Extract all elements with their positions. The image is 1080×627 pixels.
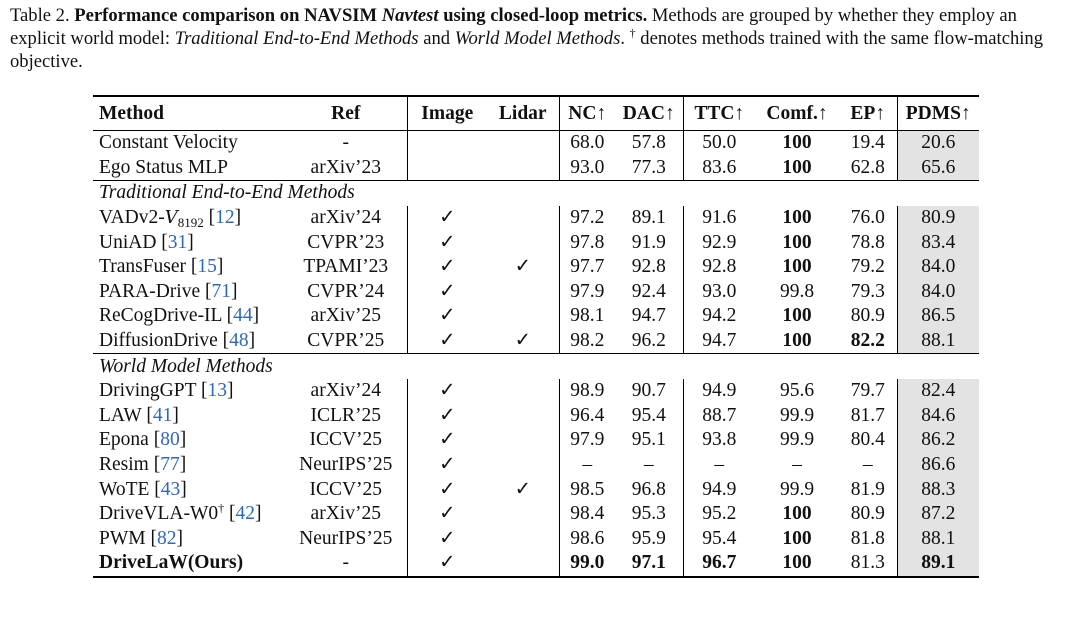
caption-text-a: Methods are grouped by whether they employ an explicit world model: (10, 5, 1017, 49)
method-cell: PWM [82] (99, 527, 183, 549)
comf-cell: 100 (755, 551, 839, 577)
dac-cell: 57.8 (615, 131, 683, 156)
citation-link[interactable]: 15 (197, 256, 217, 278)
header-comf: Comf.↑ (755, 96, 839, 131)
ttc-cell: – (714, 454, 725, 476)
caption-text-and: and (423, 28, 451, 49)
image-check-cell: ✓ (439, 207, 456, 229)
pdms-cell: 86.6 (897, 453, 979, 478)
table-caption: Table 2. Performance comparison on NAVSIM Navtest using closed-loop metrics. Methods are grouped by whether they employ an explicit world model: Traditional End-to-End Methods and World Model Methods. † denotes methods trained with the same flow-matching objective. (10, 5, 1044, 72)
dac-cell: 89.1 (615, 206, 683, 231)
method-name: UniAD (99, 231, 157, 253)
method-cell: TransFuser [15] (99, 256, 224, 278)
dac-cell: 96.2 (615, 329, 683, 354)
ep-cell: 81.8 (839, 527, 897, 552)
pdms-cell: 80.9 (897, 206, 979, 231)
nc-cell: 98.2 (570, 330, 605, 352)
comf-cell: 99.9 (779, 404, 815, 426)
ttc-cell: 95.2 (702, 503, 737, 525)
header-pdms: PDMS↑ (897, 96, 979, 131)
method-math-symbol: V (164, 207, 178, 229)
citation-link[interactable]: 41 (152, 404, 173, 426)
comf-cell: 100 (782, 132, 812, 154)
dac-cell: 77.3 (615, 156, 683, 181)
ep-cell: 78.8 (839, 230, 897, 255)
ref-cell: - (285, 131, 407, 156)
method-name: DiffusionDrive (99, 330, 218, 352)
comf-cell: 100 (782, 305, 812, 327)
method-cell: UniAD [31] (99, 231, 194, 253)
image-check-cell: ✓ (439, 404, 456, 426)
caption-title-c: using closed-loop metrics. (443, 5, 648, 26)
ep-cell: 79.7 (839, 379, 897, 404)
header-ep: EP↑ (839, 96, 897, 131)
method-dagger: † (218, 501, 225, 516)
method-name: TransFuser (99, 256, 187, 278)
dac-cell: 95.9 (615, 527, 683, 552)
pdms-cell: 86.5 (897, 304, 979, 329)
method-name: PARA-Drive (99, 280, 201, 302)
image-check-cell: ✓ (439, 305, 456, 327)
caption-group-b: World Model Methods (454, 28, 621, 49)
dac-cell: 95.1 (615, 428, 683, 453)
ref-cell: CVPR’23 (285, 230, 407, 255)
method-name: WoTE (99, 478, 150, 500)
image-check-cell (407, 156, 487, 181)
ep-cell: 79.3 (839, 280, 897, 305)
lidar-check-cell (487, 304, 559, 329)
dac-cell: 95.3 (615, 502, 683, 527)
pdms-cell: 89.1 (897, 551, 979, 577)
ep-cell: 82.2 (839, 329, 897, 354)
table-row (93, 255, 979, 280)
image-check-cell: ✓ (407, 551, 487, 577)
table-row (93, 329, 979, 354)
comf-cell: 100 (782, 156, 812, 178)
dac-cell: 90.7 (615, 379, 683, 404)
method-cell: Epona [80] (99, 429, 187, 451)
nc-cell: 98.9 (570, 380, 605, 402)
ref-cell: arXiv’24 (285, 206, 407, 231)
caption-dagger: † (629, 26, 636, 40)
pdms-cell: 20.6 (897, 131, 979, 156)
citation-link[interactable]: 80 (160, 429, 180, 451)
citation-link[interactable]: 82 (156, 527, 177, 549)
method-name: VADv2- (99, 207, 165, 229)
ttc-cell: 96.7 (683, 551, 755, 577)
citation-link[interactable]: 43 (160, 478, 181, 500)
method-subscript: 8192 (177, 215, 204, 231)
method-cell: DriveVLA-W0† [42] (99, 501, 262, 525)
group-title-row (93, 181, 979, 206)
table-row (93, 280, 979, 305)
lidar-check-cell: ✓ (487, 255, 559, 280)
comf-cell: 100 (782, 503, 812, 525)
ttc-cell: 88.7 (702, 404, 737, 426)
group-title: World Model Methods (93, 354, 979, 379)
ref-cell: arXiv’24 (285, 379, 407, 404)
ttc-cell: 50.0 (702, 132, 737, 154)
lidar-check-cell: ✓ (487, 329, 559, 354)
caption-label: Table 2. (10, 5, 70, 26)
lidar-check-cell: ✓ (487, 477, 559, 502)
lidar-check-cell (487, 131, 559, 156)
ep-cell: 76.0 (839, 206, 897, 231)
table-row (93, 230, 979, 255)
image-check-cell: ✓ (439, 429, 456, 451)
citation-link[interactable]: 44 (233, 305, 253, 327)
ep-cell: 80.9 (839, 304, 897, 329)
method-cell: LAW [41] (99, 404, 179, 426)
ep-cell: 80.4 (839, 428, 897, 453)
table-row (93, 404, 979, 429)
ref-cell: NeurIPS’25 (285, 453, 407, 478)
nc-cell: 98.1 (570, 305, 605, 327)
ttc-cell: 92.9 (702, 231, 737, 253)
nc-cell: 97.2 (570, 207, 605, 229)
comf-cell: 100 (782, 330, 812, 352)
pdms-cell: 84.0 (897, 255, 979, 280)
group-title: Traditional End-to-End Methods (93, 181, 979, 206)
group-title-row (93, 354, 979, 379)
pdms-cell: 84.6 (897, 404, 979, 429)
ttc-cell: 91.6 (702, 207, 737, 229)
ttc-cell: 94.7 (702, 330, 737, 352)
citation-link[interactable]: 42 (235, 503, 255, 525)
image-check-cell: ✓ (439, 256, 456, 278)
lidar-check-cell (487, 156, 559, 181)
lidar-check-cell (487, 502, 559, 527)
method-cell (93, 551, 285, 577)
ref-cell: arXiv’25 (285, 304, 407, 329)
nc-cell: 97.9 (570, 280, 605, 302)
table-row (93, 156, 979, 181)
nc-cell: – (582, 454, 593, 476)
image-check-cell: ✓ (439, 280, 456, 302)
comf-cell: 100 (782, 207, 812, 229)
method-name: LAW (99, 404, 142, 426)
lidar-check-cell (487, 453, 559, 478)
dac-cell: 91.9 (615, 230, 683, 255)
method-cell: DrivingGPT [13] (99, 380, 234, 402)
comf-cell: 100 (782, 231, 812, 253)
table-row (93, 477, 979, 502)
ttc-cell: 92.8 (702, 256, 737, 278)
method-name: Resim (99, 454, 149, 476)
method-name: DriveVLA-W0 (99, 503, 219, 525)
header-image: Image (407, 96, 487, 131)
ref-cell: arXiv’23 (285, 156, 407, 181)
ttc-cell: 93.0 (702, 280, 737, 302)
citation-link[interactable]: 31 (167, 231, 188, 253)
ref-cell: ICCV’25 (285, 477, 407, 502)
pdms-cell: 87.2 (897, 502, 979, 527)
lidar-check-cell (487, 206, 559, 231)
nc-cell: 98.6 (570, 527, 605, 549)
lidar-check-cell (487, 379, 559, 404)
ref-cell: arXiv’25 (285, 502, 407, 527)
table-row (93, 131, 979, 156)
ttc-cell: 94.9 (702, 478, 737, 500)
ttc-cell: 94.2 (702, 305, 737, 327)
method-name: ReCogDrive-IL (99, 305, 222, 327)
nc-cell: 99.0 (559, 551, 615, 577)
nc-cell: 98.5 (570, 478, 605, 500)
method-cell: WoTE [43] (99, 478, 187, 500)
ep-cell: 81.3 (839, 551, 897, 577)
pdms-cell: 65.6 (897, 156, 979, 181)
citation-link[interactable]: 13 (207, 380, 228, 402)
pdms-cell: 88.3 (897, 477, 979, 502)
lidar-check-cell (487, 428, 559, 453)
method-cell: ReCogDrive-IL [44] (99, 305, 260, 327)
method-cell (93, 131, 285, 156)
table-row (93, 428, 979, 453)
method-name: PWM (99, 527, 146, 549)
ttc-cell: 94.9 (702, 380, 737, 402)
nc-cell: 98.4 (570, 503, 605, 525)
comf-cell: 95.6 (779, 380, 815, 402)
lidar-check-cell (487, 551, 559, 577)
method-cell: Resim [77] (99, 454, 187, 476)
nc-cell: 97.7 (570, 256, 605, 278)
nc-cell: 97.9 (570, 429, 605, 451)
pdms-cell: 86.2 (897, 428, 979, 453)
ep-cell: 19.4 (839, 131, 897, 156)
citation-link[interactable]: 12 (215, 207, 235, 229)
table-row (93, 379, 979, 404)
method-cell: PARA-Drive [71] (99, 280, 238, 302)
image-check-cell: ✓ (439, 231, 456, 253)
ref-cell: CVPR’24 (285, 280, 407, 305)
method-name: Constant Velocity (99, 132, 238, 154)
pdms-cell: 82.4 (897, 379, 979, 404)
caption-text-b: denotes methods trained with the same flow-matching objective. (10, 28, 1044, 72)
lidar-check-cell (487, 404, 559, 429)
caption-title-b: Navtest (381, 5, 439, 26)
performance-table (93, 95, 979, 578)
ep-cell: 62.8 (839, 156, 897, 181)
method-cell (93, 156, 285, 181)
ttc-cell: 83.6 (702, 156, 737, 178)
table-row (93, 304, 979, 329)
ref-cell: ICCV’25 (285, 428, 407, 453)
comf-cell: 99.8 (779, 280, 815, 302)
dac-cell: 95.4 (615, 404, 683, 429)
ep-cell: 79.2 (839, 255, 897, 280)
dac-cell: 97.1 (615, 551, 683, 577)
method-name: Epona (99, 429, 149, 451)
image-check-cell: ✓ (439, 454, 456, 476)
caption-group-a: Traditional End-to-End Methods (174, 28, 419, 49)
image-check-cell: ✓ (439, 380, 456, 402)
image-check-cell (407, 131, 487, 156)
header-dac: DAC↑ (615, 96, 683, 131)
citation-link[interactable]: 71 (211, 280, 231, 302)
ep-cell: 80.9 (839, 502, 897, 527)
header-ttc: TTC↑ (683, 96, 755, 131)
image-check-cell: ✓ (439, 478, 456, 500)
nc-cell: 68.0 (570, 132, 605, 154)
ep-cell: 81.9 (839, 477, 897, 502)
comf-cell: – (792, 454, 802, 476)
ttc-cell: 95.4 (702, 527, 737, 549)
ref-cell: TPAMI’23 (285, 255, 407, 280)
pdms-cell: 88.1 (897, 329, 979, 354)
table-row (93, 206, 979, 231)
nc-cell: 96.4 (570, 404, 605, 426)
method-cell: $VADv2-V_{8192}$ [12] (99, 207, 242, 231)
table-row (93, 527, 979, 552)
image-check-cell: ✓ (439, 330, 456, 352)
ref-cell: ICLR’25 (285, 404, 407, 429)
ttc-cell: 93.8 (702, 429, 737, 451)
dac-cell: 94.7 (615, 304, 683, 329)
nc-cell: 93.0 (570, 156, 605, 178)
dac-cell: 92.8 (615, 255, 683, 280)
image-check-cell: ✓ (439, 503, 456, 525)
method-name: Ego Status MLP (99, 156, 228, 178)
pdms-cell: 88.1 (897, 527, 979, 552)
comf-cell: 99.9 (779, 429, 815, 451)
citation-link[interactable]: 77 (160, 454, 180, 476)
comf-cell: 100 (782, 256, 812, 278)
lidar-check-cell (487, 230, 559, 255)
ref-cell: - (285, 551, 407, 577)
header-lidar: Lidar (487, 96, 559, 131)
method-cell: DiffusionDrive [48] (99, 330, 256, 352)
table-row-ours (93, 551, 979, 577)
image-check-cell: ✓ (439, 527, 456, 549)
comf-cell: 99.9 (779, 478, 815, 500)
ref-cell: CVPR’25 (285, 329, 407, 354)
header-method: Method (93, 96, 285, 131)
caption-title-a: Performance comparison on NAVSIM (74, 5, 378, 26)
table-row (93, 502, 979, 527)
ref-cell: NeurIPS’25 (285, 527, 407, 552)
table-header-row (93, 96, 979, 131)
comf-cell: 100 (782, 527, 812, 549)
dac-cell: 96.8 (615, 477, 683, 502)
ep-cell: – (839, 453, 897, 478)
pdms-cell: 84.0 (897, 280, 979, 305)
pdms-cell: 83.4 (897, 230, 979, 255)
dac-cell: – (615, 453, 683, 478)
lidar-check-cell (487, 280, 559, 305)
citation-link[interactable]: 48 (229, 330, 249, 352)
header-nc: NC↑ (559, 96, 615, 131)
table-row (93, 453, 979, 478)
lidar-check-cell (487, 527, 559, 552)
dac-cell: 92.4 (615, 280, 683, 305)
method-name: DriveLaW(Ours) (99, 552, 244, 574)
nc-cell: 97.8 (570, 231, 605, 253)
method-name: DrivingGPT (99, 380, 197, 402)
header-ref: Ref (285, 96, 407, 131)
ep-cell: 81.7 (839, 404, 897, 429)
